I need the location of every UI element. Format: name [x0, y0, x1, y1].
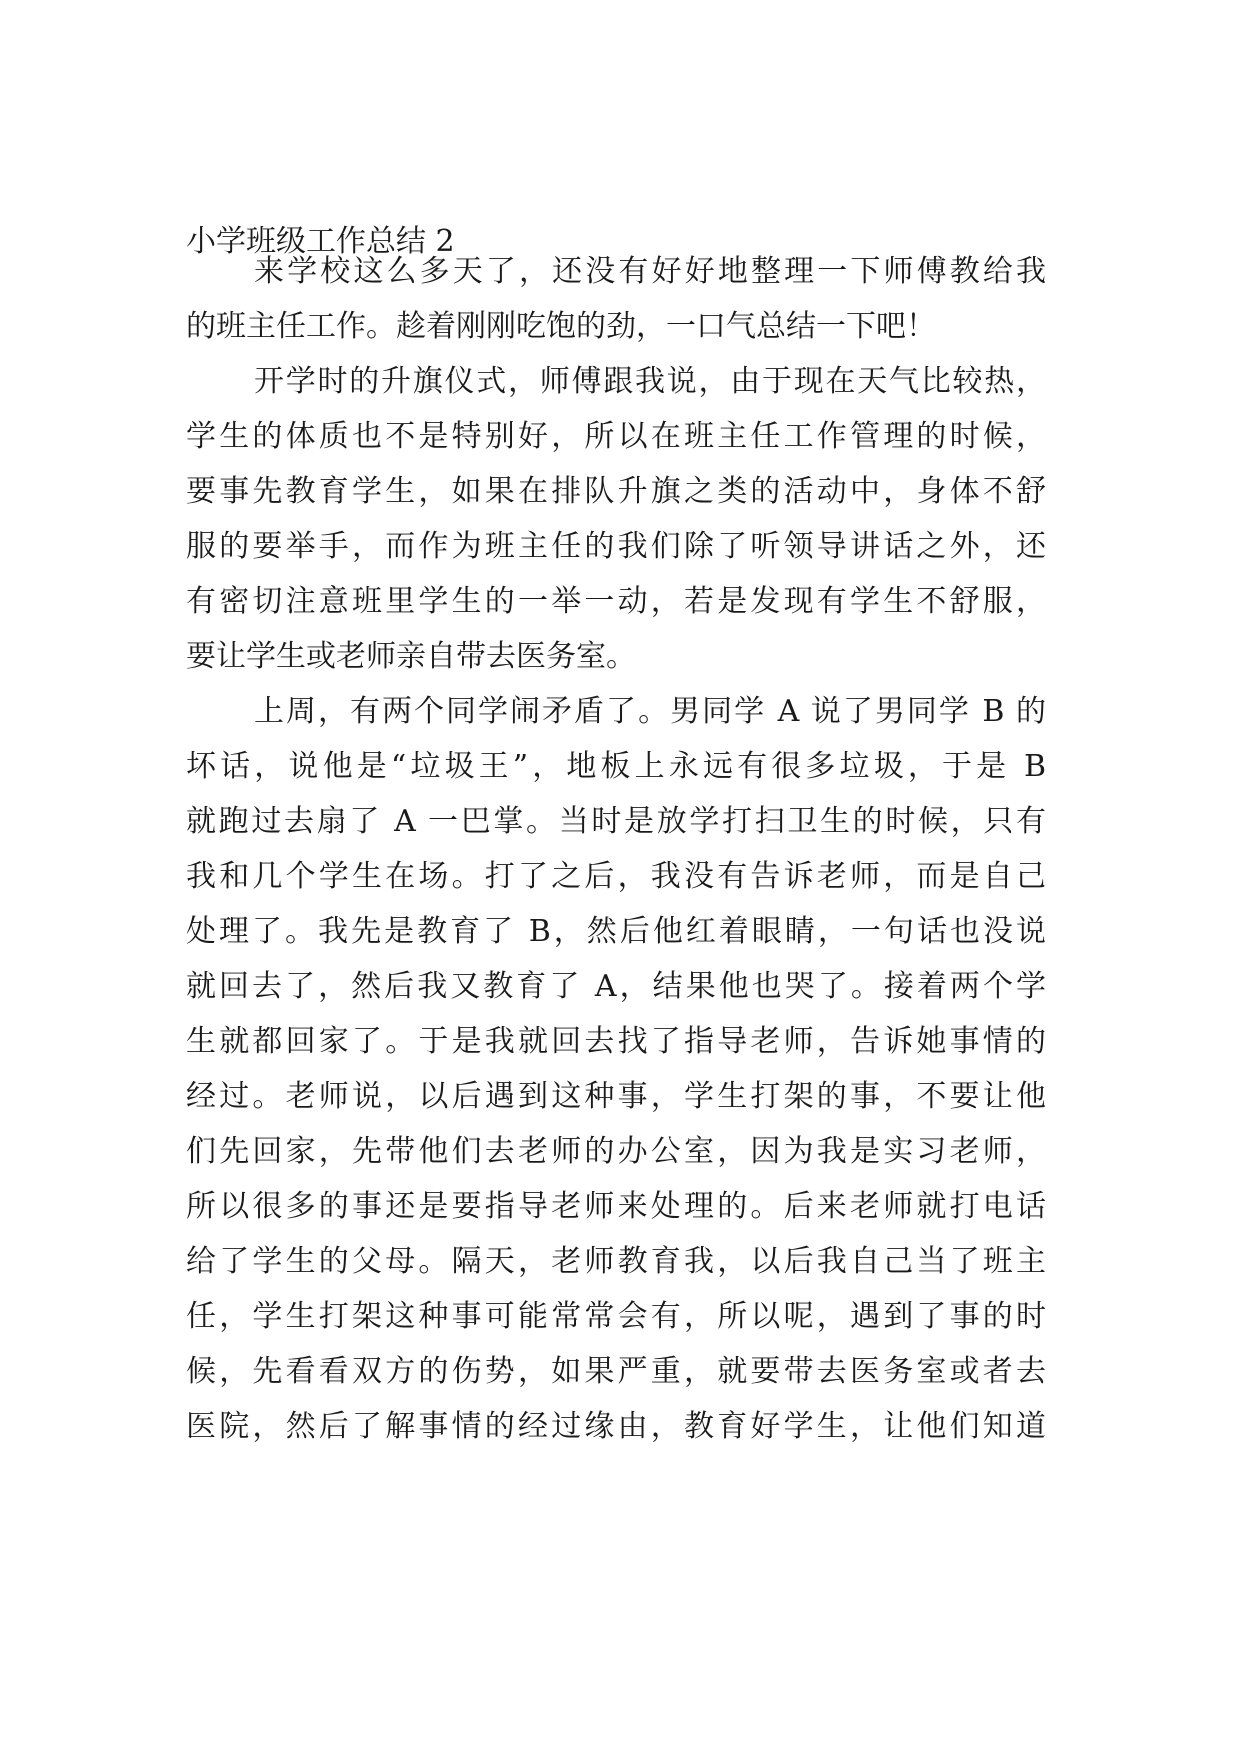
paragraph-line: 就跑过去扇了 A 一巴掌。当时是放学打扫卫生的时候，只有	[186, 804, 1046, 839]
paragraph-line: 学生的体质也不是特别好，所以在班主任工作管理的时候，	[186, 419, 1046, 454]
document-title: 小学班级工作总结 2	[186, 224, 455, 259]
paragraph-line: 候，先看看双方的伤势，如果严重，就要带去医务室或者去	[186, 1354, 1046, 1389]
paragraph-line: 我和几个学生在场。打了之后，我没有告诉老师，而是自己	[186, 859, 1046, 894]
paragraph-line: 服的要举手，而作为班主任的我们除了听领导讲话之外，还	[186, 529, 1046, 564]
paragraph-line: 所以很多的事还是要指导老师来处理的。后来老师就打电话	[186, 1189, 1046, 1224]
paragraph-line: 要让学生或老师亲自带去医务室。	[186, 639, 636, 674]
paragraph-line: 给了学生的父母。隔天，老师教育我，以后我自己当了班主	[186, 1244, 1046, 1279]
paragraph-line: 生就都回家了。于是我就回去找了指导老师，告诉她事情的	[186, 1024, 1046, 1059]
paragraph-line: 们先回家，先带他们去老师的办公室，因为我是实习老师，	[186, 1134, 1046, 1169]
paragraph-line: 开学时的升旗仪式，师傅跟我说，由于现在天气比较热，	[254, 364, 1046, 399]
paragraph-line: 处理了。我先是教育了 B，然后他红着眼睛，一句话也没说	[186, 914, 1046, 949]
paragraph-line: 坏话，说他是“垃圾王”，地板上永远有很多垃圾，于是 B	[186, 749, 1046, 784]
paragraph-line: 的班主任工作。趁着刚刚吃饱的劲，一口气总结一下吧！	[186, 309, 936, 344]
paragraph-line: 要事先教育学生，如果在排队升旗之类的活动中，身体不舒	[186, 474, 1046, 509]
paragraph-line: 就回去了，然后我又教育了 A，结果他也哭了。接着两个学	[186, 969, 1046, 1004]
paragraph-line: 医院，然后了解事情的经过缘由，教育好学生，让他们知道	[186, 1409, 1046, 1444]
paragraph-line: 有密切注意班里学生的一举一动，若是发现有学生不舒服，	[186, 584, 1046, 619]
paragraph-line: 上周，有两个同学闹矛盾了。男同学 A 说了男同学 B 的	[254, 694, 1046, 729]
paragraph-line: 任，学生打架这种事可能常常会有，所以呢，遇到了事的时	[186, 1299, 1046, 1334]
paragraph-line: 经过。老师说，以后遇到这种事，学生打架的事，不要让他	[186, 1079, 1046, 1114]
paragraph-line: 来学校这么多天了，还没有好好地整理一下师傅教给我	[254, 254, 1046, 289]
